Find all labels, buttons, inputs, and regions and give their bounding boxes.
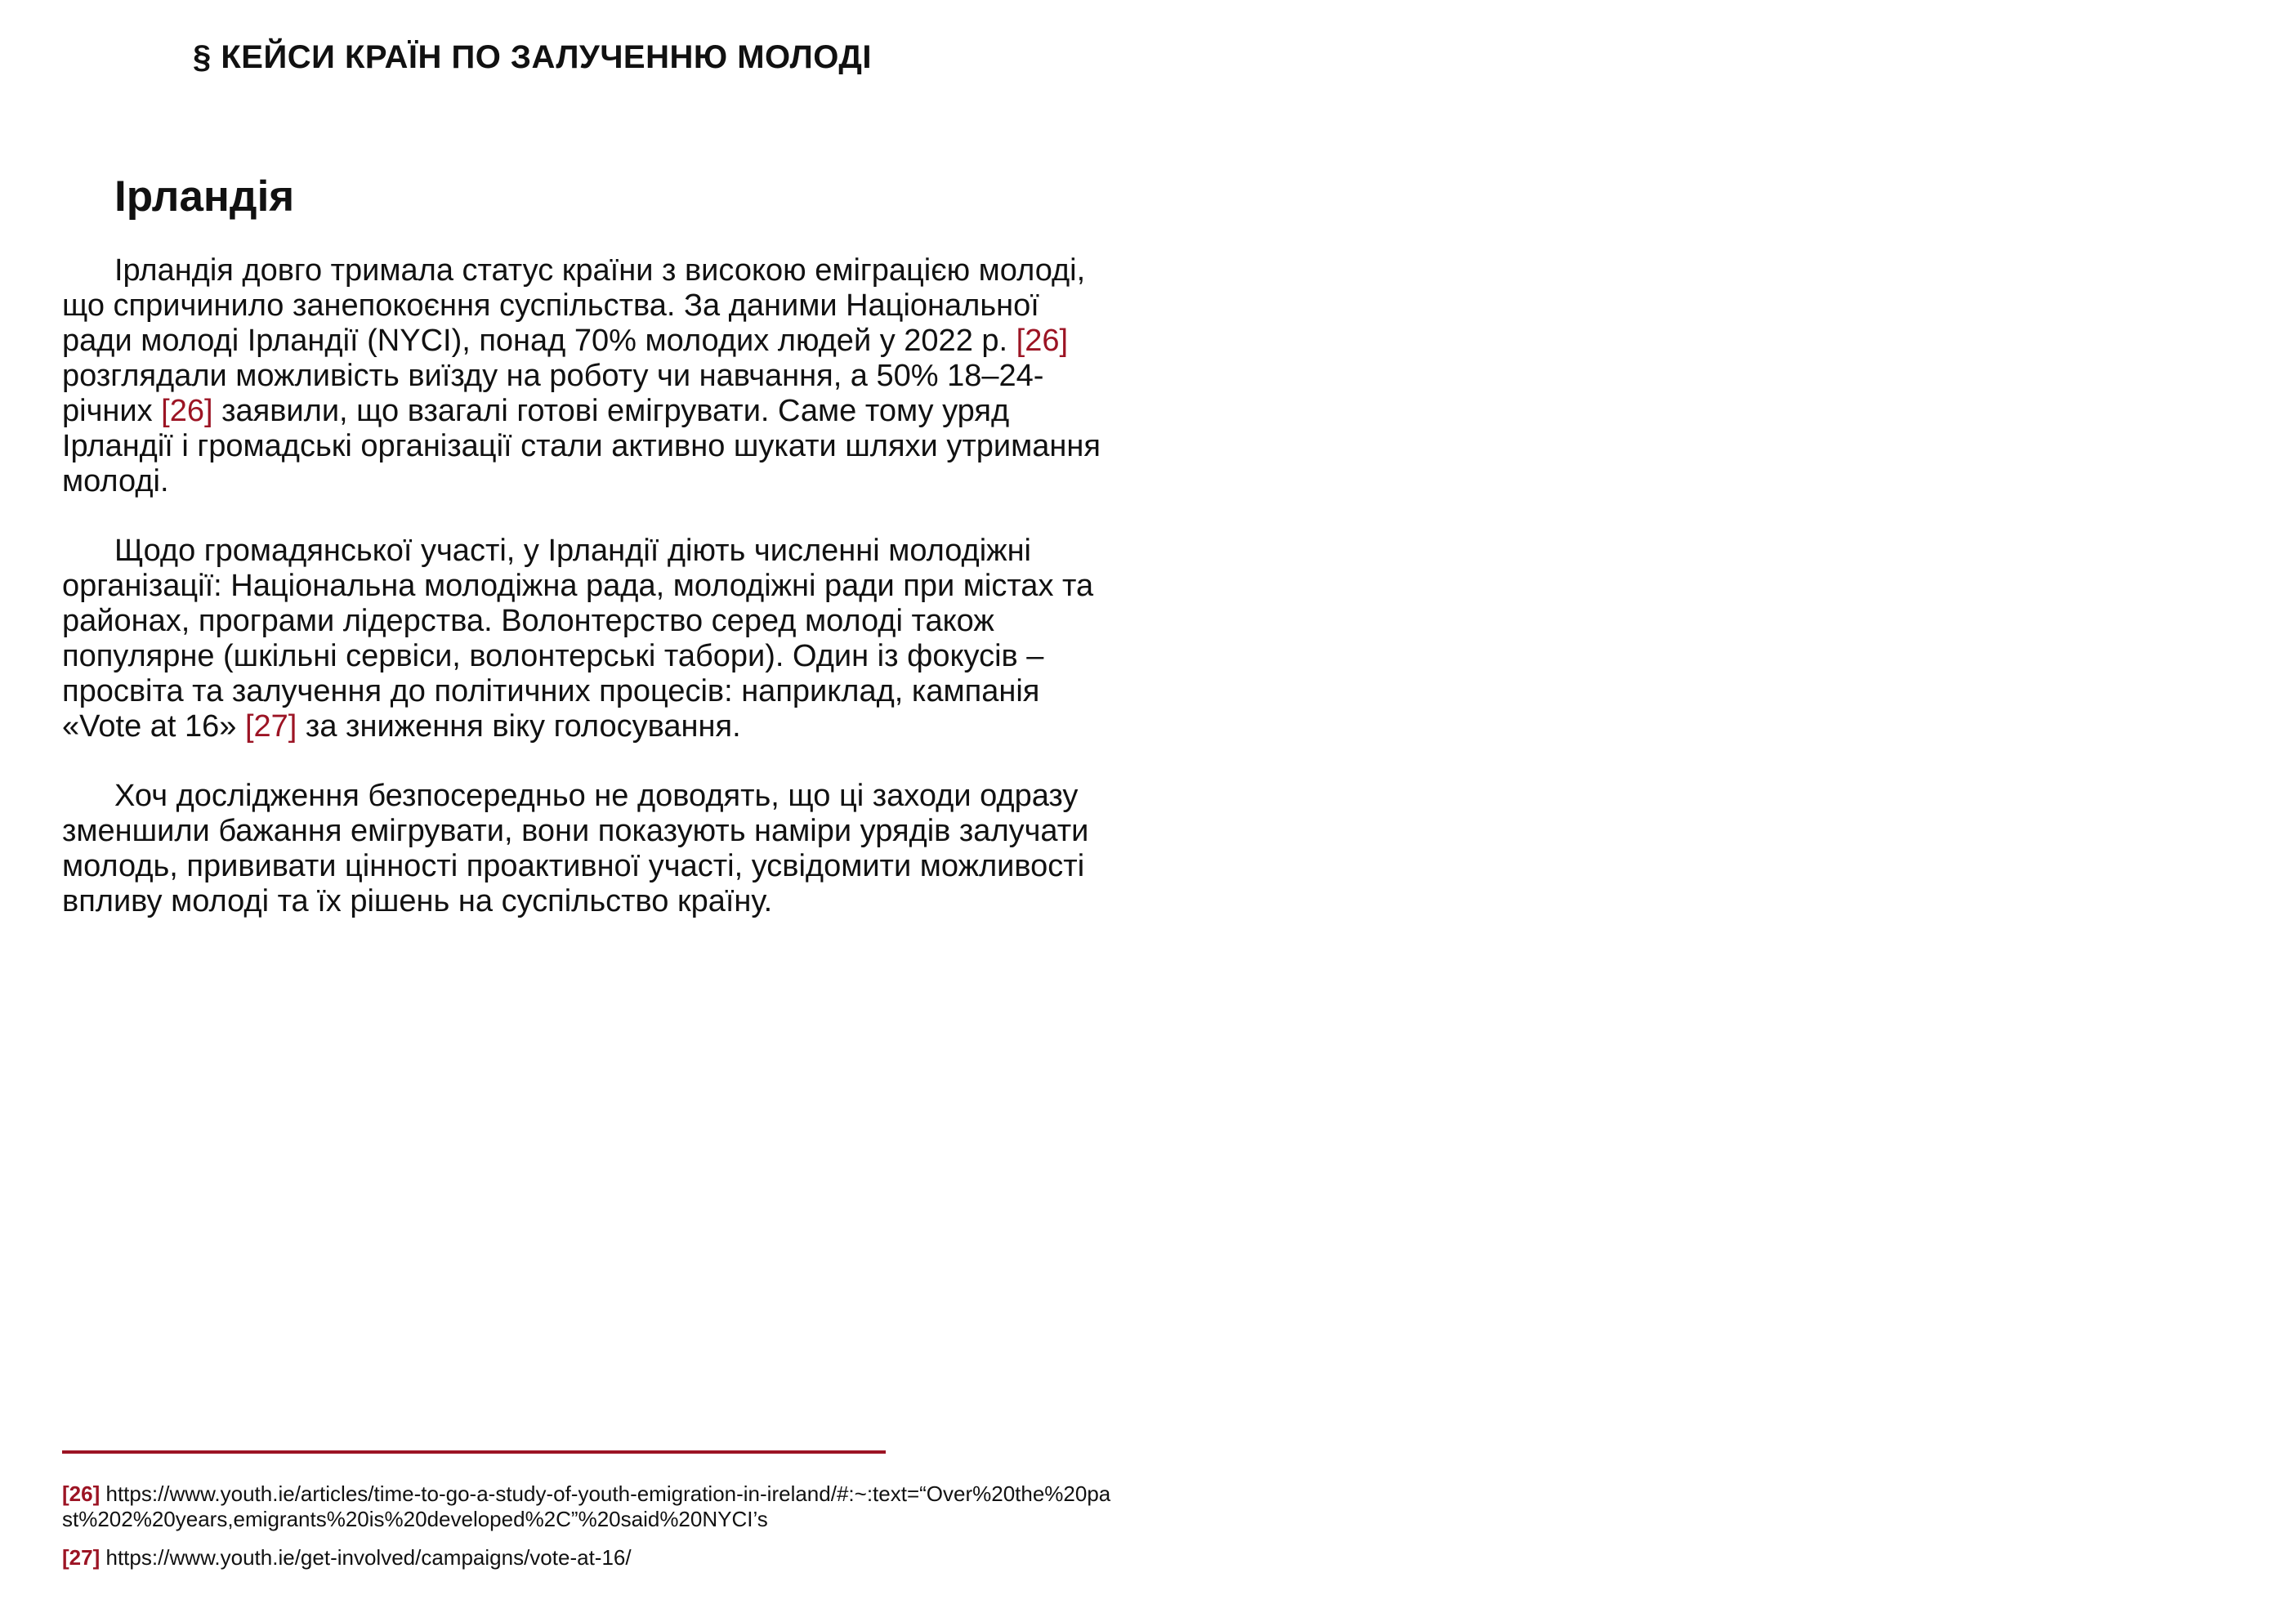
- footnotes: [62, 1481, 1116, 1584]
- footnote-26: [62, 1481, 1116, 1532]
- reference-link-26[interactable]: [26]: [1016, 324, 1069, 358]
- footnote-label: [27]: [62, 1545, 101, 1570]
- reference-link-27[interactable]: [27]: [244, 709, 297, 744]
- article-body: [62, 253, 1108, 954]
- paragraph-1-text-c: заявили, що взагалі готові емігрувати. Саме тому уряд Ірландії і громадські організації стали активно шукати шляхи утримання молоді.: [62, 394, 1101, 498]
- footnote-label: [26]: [62, 1481, 101, 1506]
- reference-link-26-second[interactable]: [26]: [161, 394, 213, 428]
- paragraph-3: Хоч дослідження безпосередньо не доводять, що ці заходи одразу зменшили бажання емігрувати, вони показують наміри урядів залучати молодь, прививати цінності проактивної участі, усвідомити можливості впливу молоді та їх рішень на суспільство країну.: [62, 779, 1089, 918]
- paragraph-1-text-b: розглядали можливість виїзду на роботу чи навчання, а 50% 18–24-річних: [62, 359, 1044, 428]
- country-heading: Ірландія: [114, 172, 295, 221]
- footnote-url[interactable]: https://www.youth.ie/get-involved/campaigns/vote-at-16/: [105, 1545, 632, 1570]
- paragraph-1: [62, 253, 1108, 499]
- paragraph-2-text-a: Щодо громадянської участі, у Ірландії діють численні молодіжні організації: Національна молодіжна рада, молодіжні ради при містах та районах, програми лідерства. Волонтерство серед молоді також популярне (шкільні сервіси, волонтерські табори). Один із фокусів – просвіта та залучення до політичних процесів: наприклад, кампанія «Vote at 16»: [62, 534, 1094, 744]
- section-title: § КЕЙСИ КРАЇН ПО ЗАЛУЧЕННЮ МОЛОДІ: [193, 39, 872, 75]
- footnote-27: [62, 1545, 1116, 1571]
- paragraph-1-text-a: Ірландія довго тримала статус країни з високою еміграцією молоді, що спричинило занепокоєння суспільства. За даними Національної ради молоді Ірландії (NYCI), понад 70% молодих людей у 2022 р.: [62, 253, 1086, 358]
- footnote-divider: [62, 1450, 886, 1454]
- paragraph-2-text-b: за зниження віку голосування.: [297, 709, 741, 744]
- paragraph-2: [62, 534, 1108, 744]
- footnote-url[interactable]: https://www.youth.ie/articles/time-to-go-a-study-of-youth-emigration-in-ireland/#:~:text=“Over%20the%20past%202%20years,emigrants%20is%20developed%2C”%20said%20NYCI’s: [62, 1481, 1111, 1531]
